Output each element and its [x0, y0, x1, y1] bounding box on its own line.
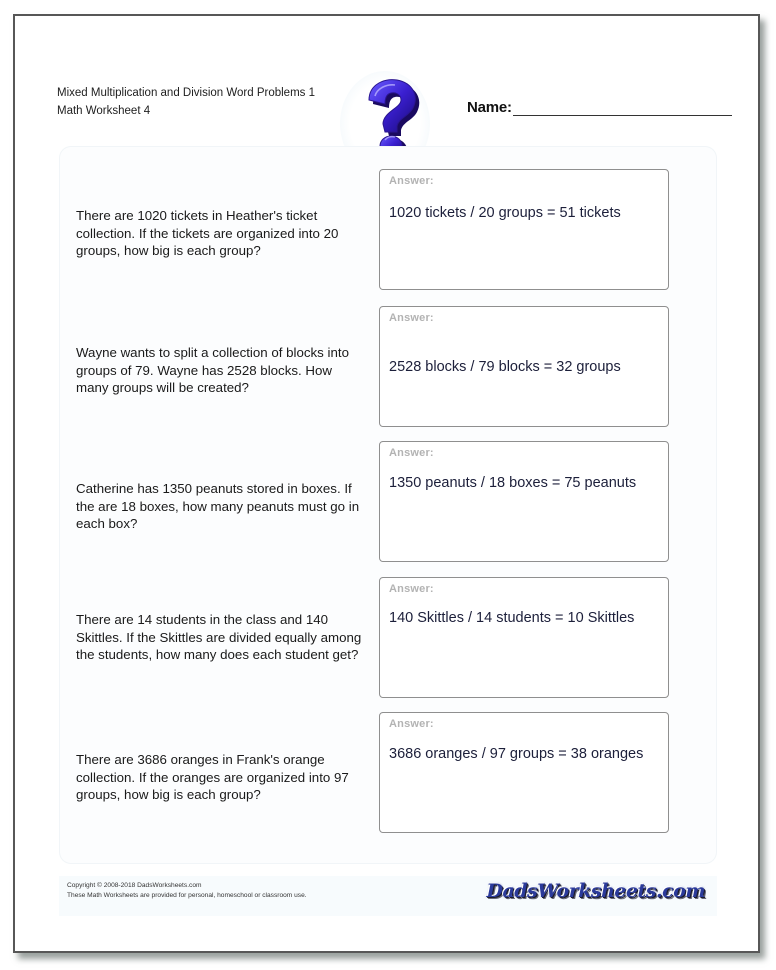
answer-text: 140 Skittles / 14 students = 10 Skittles — [389, 610, 635, 626]
copyright-text: Copyright © 2008-2018 DadsWorksheets.com — [67, 882, 202, 889]
answer-text: 2528 blocks / 79 blocks = 32 groups — [389, 359, 621, 375]
answer-box-4[interactable] — [379, 577, 669, 698]
worksheet-title — [57, 84, 315, 120]
title-line-2: Math Worksheet 4 — [57, 105, 151, 117]
answer-label: Answer: — [389, 312, 434, 324]
name-field[interactable] — [467, 98, 732, 116]
name-underline[interactable] — [513, 98, 732, 116]
worksheet-page — [13, 14, 760, 953]
answer-text: 1020 tickets / 20 groups = 51 tickets — [389, 205, 621, 221]
question-3: Catherine has 1350 peanuts stored in boxes. If the are 18 boxes, how many peanuts must go in each box? — [76, 481, 360, 531]
question-1: There are 1020 tickets in Heather's ticket collection. If the tickets are organized into 20 groups, how big is each group? — [76, 208, 339, 258]
answer-label: Answer: — [389, 583, 434, 595]
brand-logo: DadsWorksheets.com — [486, 880, 705, 902]
answer-box-2[interactable] — [379, 306, 669, 427]
question-2: Wayne wants to split a collection of blocks into groups of 79. Wayne has 2528 blocks. How many groups will be created? — [76, 345, 349, 395]
footer — [59, 876, 717, 916]
name-label: Name: — [467, 99, 512, 116]
answer-text: 1350 peanuts / 18 boxes = 75 peanuts — [389, 475, 637, 491]
answer-box-1[interactable] — [379, 169, 669, 290]
answer-label: Answer: — [389, 175, 434, 187]
usage-text: These Math Worksheets are provided for personal, homeschool or classroom use. — [67, 892, 307, 899]
footer-text — [67, 881, 307, 901]
answer-label: Answer: — [389, 718, 434, 730]
answer-box-3[interactable] — [379, 441, 669, 562]
title-line-1: Mixed Multiplication and Division Word Problems 1 — [57, 87, 316, 99]
question-4: There are 14 students in the class and 140 Skittles. If the Skittles are divided equally among the students, how many does each student get? — [76, 612, 362, 662]
answer-text: 3686 oranges / 97 groups = 38 oranges — [389, 746, 644, 762]
question-5: There are 3686 oranges in Frank's orange collection. If the oranges are organized into 97 groups, how big is each group? — [76, 752, 349, 802]
answer-box-5[interactable] — [379, 712, 669, 833]
answer-label: Answer: — [389, 447, 434, 459]
